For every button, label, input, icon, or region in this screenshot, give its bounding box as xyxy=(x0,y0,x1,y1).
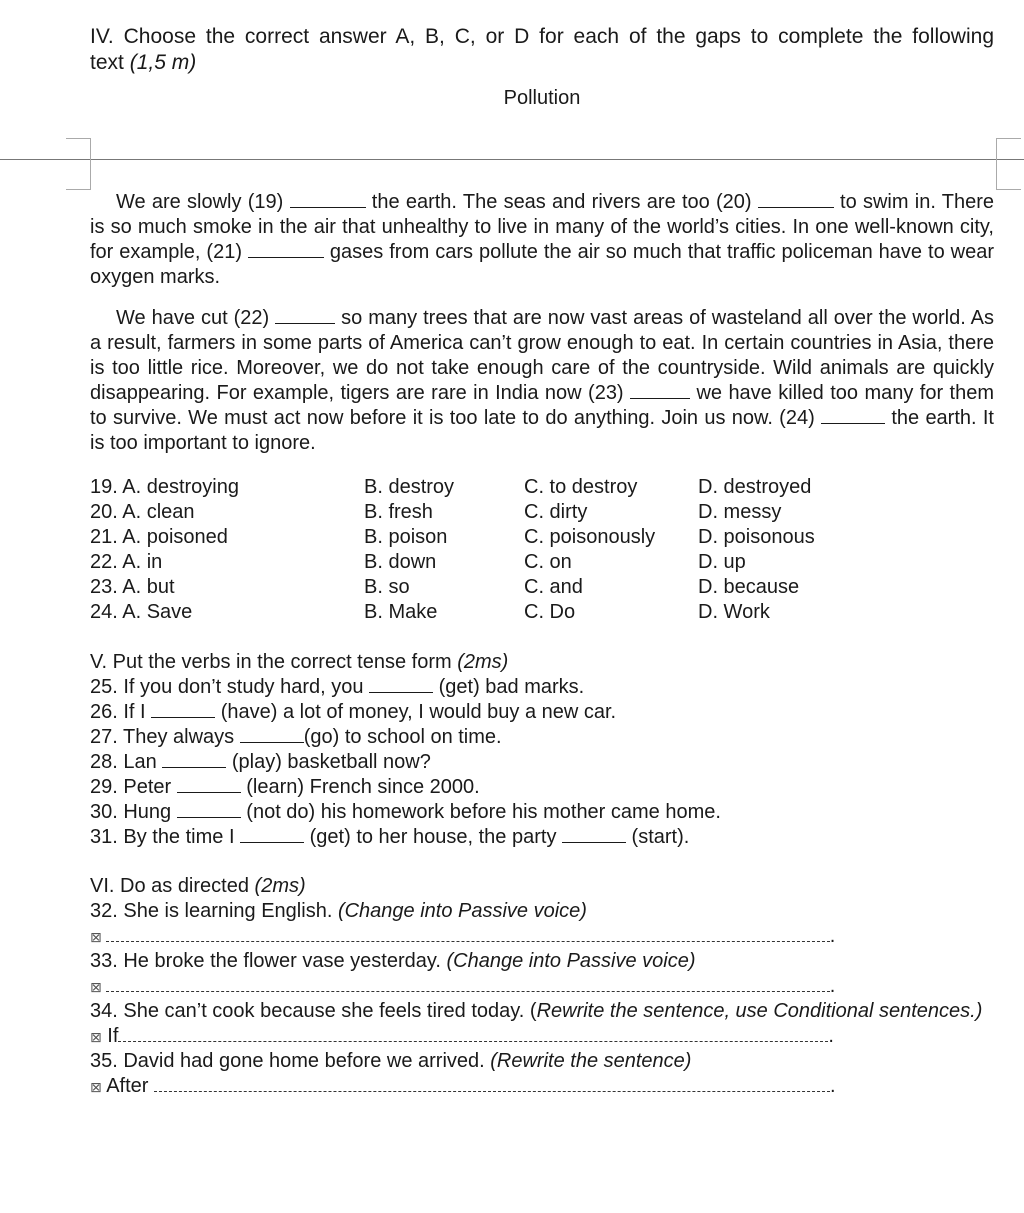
option-19-d[interactable]: D. destroyed xyxy=(698,476,812,498)
item-27: 27. They always (go) to school on time. xyxy=(90,726,502,748)
checkbox-icon: ⊠ xyxy=(90,929,102,945)
option-22-d[interactable]: D. up xyxy=(698,551,746,573)
option-row-21 xyxy=(90,525,990,550)
gap-21[interactable] xyxy=(248,241,324,258)
passage-heading: Pollution xyxy=(503,87,581,109)
option-21-d[interactable]: D. poisonous xyxy=(698,526,815,548)
checkbox-icon: ⊠ xyxy=(90,979,102,995)
item-35: 35. David had gone home before we arrived. (Rewrite the sentence) xyxy=(90,1050,692,1072)
gap-20[interactable] xyxy=(758,191,834,208)
blank-28[interactable] xyxy=(162,751,226,768)
item-30: 30. Hung (not do) his homework before his mother came home. xyxy=(90,801,721,823)
item-32: 32. She is learning English. (Change into Passive voice) xyxy=(90,900,587,922)
gap-22[interactable] xyxy=(275,307,335,324)
checkbox-icon: ⊠ xyxy=(90,1029,102,1045)
option-24-d[interactable]: D. Work xyxy=(698,601,770,623)
blank-31a[interactable] xyxy=(240,826,304,843)
blank-31b[interactable] xyxy=(562,826,626,843)
answer-line-35[interactable]: ⊠ After . xyxy=(90,1075,836,1097)
item-28: 28. Lan (play) basketball now? xyxy=(90,751,431,773)
item-29: 29. Peter (learn) French since 2000. xyxy=(90,776,480,798)
option-20-b[interactable]: B. fresh xyxy=(364,501,433,523)
section4-title: IV. Choose the correct answer A, B, C, or D for each of the gaps to complete the following xyxy=(90,25,994,48)
blank-30[interactable] xyxy=(177,801,241,818)
option-19-c[interactable]: C. to destroy xyxy=(524,476,638,498)
checkbox-icon: ⊠ xyxy=(90,1079,102,1095)
option-20-a[interactable]: 20. A. clean xyxy=(90,501,195,523)
option-24-b[interactable]: B. Make xyxy=(364,601,438,623)
blank-29[interactable] xyxy=(177,776,241,793)
option-23-a[interactable]: 23. A. but xyxy=(90,576,175,598)
margin-bracket-left-lower xyxy=(66,165,91,190)
gap-19[interactable] xyxy=(290,191,366,208)
option-24-a[interactable]: 24. A. Save xyxy=(90,601,193,623)
answer-options xyxy=(90,475,990,625)
gap-24[interactable] xyxy=(821,407,885,424)
option-23-d[interactable]: D. because xyxy=(698,576,800,598)
passage-paragraph-2: We have cut (22) so many trees that are now vast areas of wasteland all over the world. As a result, farmers in some parts of America can’t grow enough to eat. In certain countries in Asia, there is too little rice. Moreover, we do not take enough care of the countryside. Wild animals are quickly disappearing. For example, tigers are rare in India now (23) we have killed too many for them to survive. We must act now before it is too late to do anything. Join us now. (24) the earth. It is too important to ignore. xyxy=(90,307,994,454)
option-22-c[interactable]: C. on xyxy=(524,551,572,573)
page-divider xyxy=(0,159,1024,160)
answer-line-32[interactable]: ⊠ . xyxy=(90,925,836,947)
option-21-b[interactable]: B. poison xyxy=(364,526,448,548)
section5-title: V. Put the verbs in the correct tense form (2ms) xyxy=(90,651,509,673)
answer-line-33[interactable]: ⊠ . xyxy=(90,975,836,997)
option-20-c[interactable]: C. dirty xyxy=(524,501,588,523)
passage-paragraph-1: We are slowly (19) the earth. The seas and rivers are too (20) to swim in. There is so much smoke in the air that unhealthy to live in many of the world’s cities. In one well-known city, for example, (21) gases from cars pollute the air so much that traffic policeman have to wear oxygen marks. xyxy=(90,191,995,288)
option-21-c[interactable]: C. poisonously xyxy=(524,526,656,548)
blank-26[interactable] xyxy=(151,701,215,718)
option-row-20 xyxy=(90,500,990,525)
option-row-24 xyxy=(90,600,990,625)
section5 xyxy=(90,650,994,850)
blank-27[interactable] xyxy=(240,726,304,743)
option-row-19 xyxy=(90,475,990,500)
option-19-b[interactable]: B. destroy xyxy=(364,476,455,498)
option-row-22 xyxy=(90,550,990,575)
answer-line-34[interactable]: ⊠ If . xyxy=(90,1025,834,1047)
section4-title-tail: text (1,5 m) xyxy=(90,51,197,74)
item-31: 31. By the time I (get) to her house, the party (start). xyxy=(90,826,690,848)
answer-dashes-32[interactable] xyxy=(106,925,830,942)
margin-bracket-right-lower xyxy=(996,165,1021,190)
option-22-a[interactable]: 22. A. in xyxy=(90,551,163,573)
option-22-b[interactable]: B. down xyxy=(364,551,437,573)
option-23-b[interactable]: B. so xyxy=(364,576,410,598)
section6 xyxy=(90,874,994,1099)
item-26: 26. If I (have) a lot of money, I would buy a new car. xyxy=(90,701,617,723)
item-34: 34. She can’t cook because she feels tired today. (Rewrite the sentence, use Conditional sentences.) xyxy=(90,1000,983,1022)
option-20-d[interactable]: D. messy xyxy=(698,501,782,523)
item-25: 25. If you don’t study hard, you (get) bad marks. xyxy=(90,676,585,698)
answer-dashes-33[interactable] xyxy=(106,975,830,992)
option-24-c[interactable]: C. Do xyxy=(524,601,576,623)
option-23-c[interactable]: C. and xyxy=(524,576,583,598)
section4-header xyxy=(90,24,994,111)
passage xyxy=(90,190,994,472)
answer-dashes-34[interactable] xyxy=(118,1025,828,1042)
blank-25[interactable] xyxy=(369,676,433,693)
answer-dashes-35[interactable] xyxy=(154,1075,830,1092)
gap-23[interactable] xyxy=(630,382,690,399)
option-19-a[interactable]: 19. A. destroying xyxy=(90,476,239,498)
section6-title: VI. Do as directed (2ms) xyxy=(90,875,306,897)
option-21-a[interactable]: 21. A. poisoned xyxy=(90,526,228,548)
item-33: 33. He broke the flower vase yesterday. (Change into Passive voice) xyxy=(90,950,696,972)
option-row-23 xyxy=(90,575,990,600)
